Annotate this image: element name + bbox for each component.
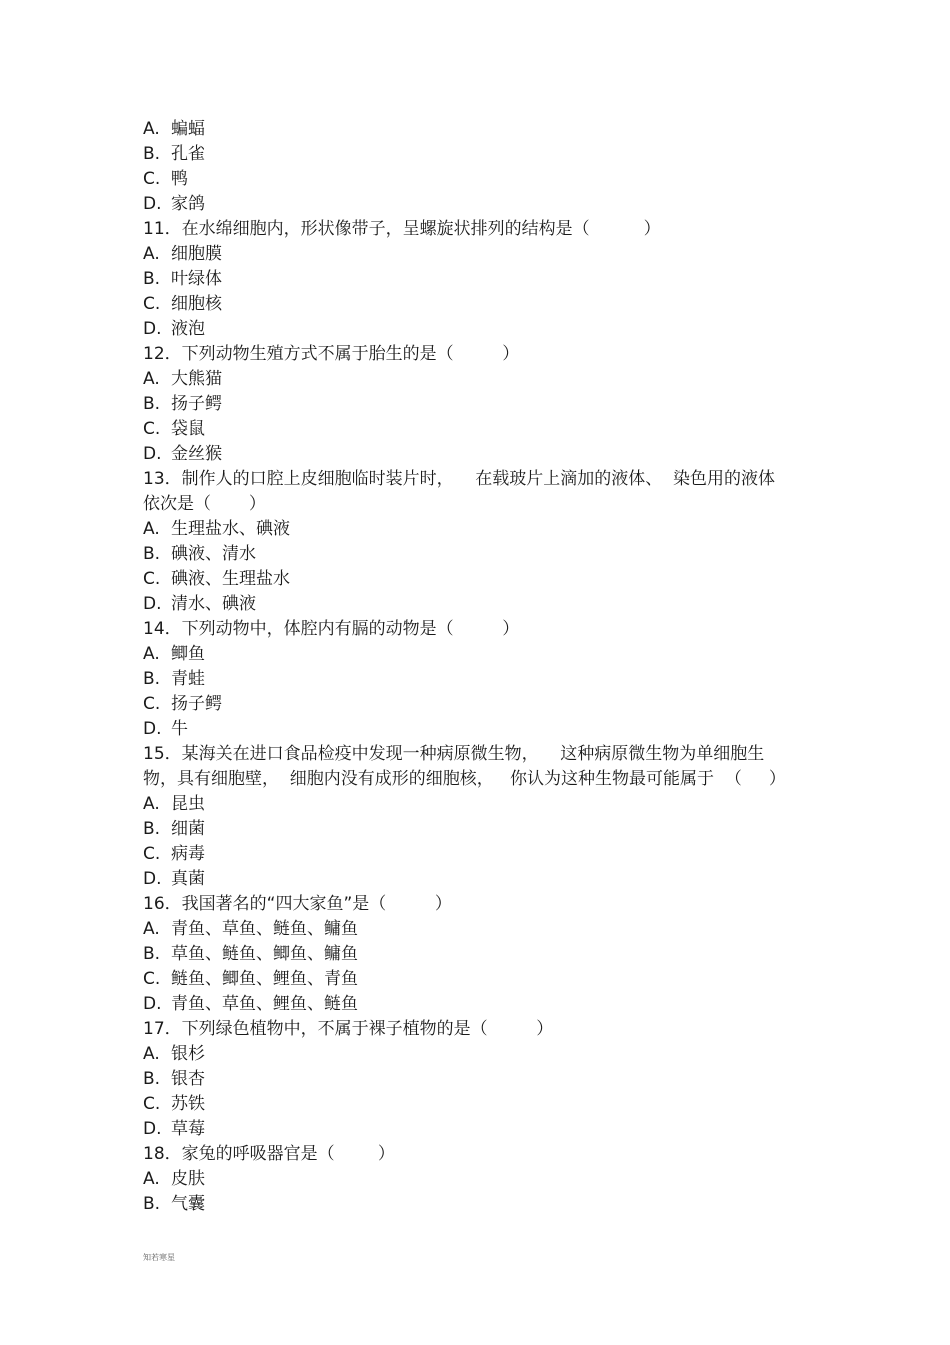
option-line xyxy=(143,1192,823,1217)
option-line xyxy=(143,192,823,217)
option-text: 青鱼、草鱼、鲢鱼、鳙鱼 xyxy=(171,919,358,939)
option-line xyxy=(143,517,823,542)
option-label: A. xyxy=(143,919,160,939)
option-label: D. xyxy=(143,594,162,614)
option-text: 银杏 xyxy=(171,1069,205,1089)
option-text: 扬子鳄 xyxy=(171,694,222,714)
option-text: 皮肤 xyxy=(171,1169,205,1189)
option-text: 碘液、清水 xyxy=(171,544,256,564)
question-text: 14．下列动物中，体腔内有膈的动物是（ ） xyxy=(143,619,520,639)
option-text: 孔雀 xyxy=(171,144,205,164)
question-text: 11．在水绵细胞内，形状像带子，呈螺旋状排列的结构是（ ） xyxy=(143,219,661,239)
option-label: B. xyxy=(143,819,161,839)
question-text: 17．下列绿色植物中，不属于裸子植物的是（ ） xyxy=(143,1019,554,1039)
option-label: B. xyxy=(143,1194,161,1214)
option-line xyxy=(143,1167,823,1192)
option-text: 昆虫 xyxy=(171,794,205,814)
option-text: 草莓 xyxy=(171,1119,205,1139)
question-line xyxy=(143,617,823,642)
option-text: 细菌 xyxy=(171,819,205,839)
option-line xyxy=(143,867,823,892)
option-label: B. xyxy=(143,144,161,164)
option-line xyxy=(143,117,823,142)
option-line xyxy=(143,142,823,167)
option-label: A. xyxy=(143,1169,160,1189)
question-text: 物，具有细胞壁， 细胞内没有成形的细胞核， 你认为这种生物最可能属于 （ ） xyxy=(143,769,786,789)
option-line xyxy=(143,717,823,742)
question-text: 依次是（ ） xyxy=(143,494,266,514)
option-line xyxy=(143,967,823,992)
option-text: 金丝猴 xyxy=(171,444,222,464)
option-text: 细胞膜 xyxy=(171,244,222,264)
question-list xyxy=(143,117,823,1217)
option-line xyxy=(143,667,823,692)
option-label: C. xyxy=(143,1094,161,1114)
option-label: D. xyxy=(143,1119,162,1139)
option-line xyxy=(143,692,823,717)
option-line xyxy=(143,267,823,292)
option-label: A. xyxy=(143,369,160,389)
question-line xyxy=(143,892,823,917)
option-text: 鲫鱼 xyxy=(171,644,205,664)
option-text: 袋鼠 xyxy=(171,419,205,439)
question-line xyxy=(143,1017,823,1042)
question-line xyxy=(143,492,823,517)
option-text: 大熊猫 xyxy=(171,369,222,389)
option-label: D. xyxy=(143,319,162,339)
option-line xyxy=(143,242,823,267)
option-text: 鸭 xyxy=(171,169,188,189)
question-line xyxy=(143,467,823,492)
question-line xyxy=(143,342,823,367)
option-text: 青鱼、草鱼、鲤鱼、鲢鱼 xyxy=(171,994,358,1014)
option-line xyxy=(143,842,823,867)
option-text: 液泡 xyxy=(171,319,205,339)
option-line xyxy=(143,1067,823,1092)
option-label: A. xyxy=(143,794,160,814)
option-line xyxy=(143,917,823,942)
option-line xyxy=(143,1092,823,1117)
question-text: 13．制作人的口腔上皮细胞临时装片时， 在载玻片上滴加的液体、 染色用的液体 xyxy=(143,469,776,489)
option-text: 银杉 xyxy=(171,1044,205,1064)
page-footer: 知若寒星 xyxy=(143,1253,175,1262)
option-line xyxy=(143,317,823,342)
option-text: 蝙蝠 xyxy=(171,119,205,139)
question-line xyxy=(143,1142,823,1167)
question-text: 18．家兔的呼吸器官是（ ） xyxy=(143,1144,395,1164)
question-line xyxy=(143,742,823,767)
option-label: C. xyxy=(143,419,161,439)
option-label: A. xyxy=(143,119,160,139)
option-label: D. xyxy=(143,994,162,1014)
option-label: A. xyxy=(143,644,160,664)
option-label: B. xyxy=(143,394,161,414)
question-line xyxy=(143,217,823,242)
option-line xyxy=(143,417,823,442)
option-line xyxy=(143,442,823,467)
option-line xyxy=(143,992,823,1017)
option-label: B. xyxy=(143,269,161,289)
option-line xyxy=(143,817,823,842)
option-text: 青蛙 xyxy=(171,669,205,689)
question-line xyxy=(143,767,823,792)
option-label: C. xyxy=(143,569,161,589)
option-line xyxy=(143,942,823,967)
option-label: A. xyxy=(143,244,160,264)
option-line xyxy=(143,1117,823,1142)
option-text: 碘液、生理盐水 xyxy=(171,569,290,589)
option-text: 气囊 xyxy=(171,1194,205,1214)
option-text: 细胞核 xyxy=(171,294,222,314)
option-label: B. xyxy=(143,944,161,964)
option-line xyxy=(143,292,823,317)
option-line xyxy=(143,567,823,592)
option-label: A. xyxy=(143,1044,160,1064)
option-text: 叶绿体 xyxy=(171,269,222,289)
option-label: C. xyxy=(143,294,161,314)
option-label: C. xyxy=(143,969,161,989)
option-line xyxy=(143,592,823,617)
option-label: D. xyxy=(143,719,162,739)
question-text: 16．我国著名的“四大家鱼”是（ ） xyxy=(143,894,452,914)
option-label: C. xyxy=(143,844,161,864)
option-line xyxy=(143,367,823,392)
option-label: D. xyxy=(143,194,162,214)
question-text: 15．某海关在进口食品检疫中发现一种病原微生物， 这种病原微生物为单细胞生 xyxy=(143,744,765,764)
question-text: 12．下列动物生殖方式不属于胎生的是（ ） xyxy=(143,344,520,364)
option-text: 真菌 xyxy=(171,869,205,889)
option-text: 清水、碘液 xyxy=(171,594,256,614)
option-line xyxy=(143,167,823,192)
option-line xyxy=(143,792,823,817)
option-text: 牛 xyxy=(171,719,188,739)
option-text: 生理盐水、碘液 xyxy=(171,519,290,539)
option-line xyxy=(143,542,823,567)
option-label: A. xyxy=(143,519,160,539)
option-text: 扬子鳄 xyxy=(171,394,222,414)
option-text: 草鱼、鲢鱼、鲫鱼、鳙鱼 xyxy=(171,944,358,964)
option-text: 家鸽 xyxy=(171,194,205,214)
option-line xyxy=(143,642,823,667)
option-label: C. xyxy=(143,694,161,714)
option-label: B. xyxy=(143,544,161,564)
option-label: D. xyxy=(143,869,162,889)
option-label: C. xyxy=(143,169,161,189)
option-label: B. xyxy=(143,1069,161,1089)
option-text: 鲢鱼、鲫鱼、鲤鱼、青鱼 xyxy=(171,969,358,989)
option-line xyxy=(143,1042,823,1067)
option-text: 苏铁 xyxy=(171,1094,205,1114)
option-line xyxy=(143,392,823,417)
option-label: D. xyxy=(143,444,162,464)
option-label: B. xyxy=(143,669,161,689)
option-text: 病毒 xyxy=(171,844,205,864)
